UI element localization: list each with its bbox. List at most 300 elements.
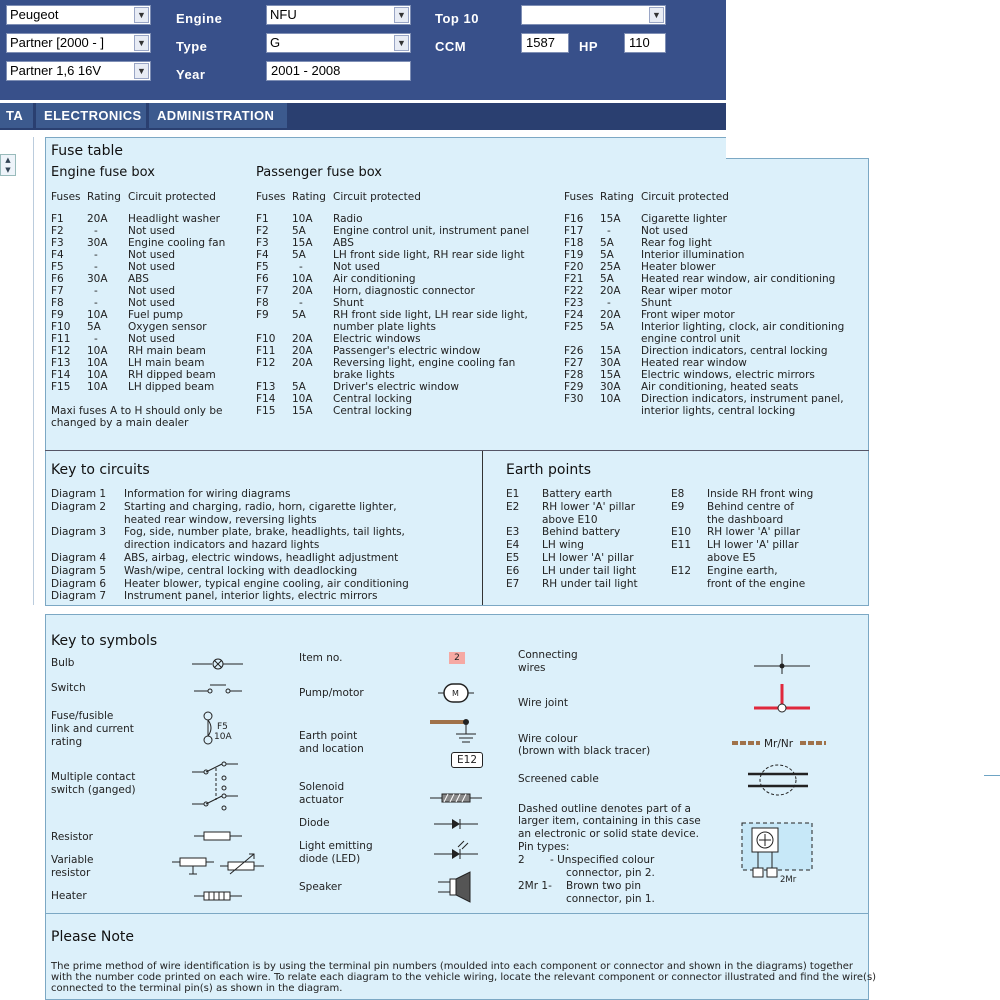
engine-fuse-box-title: Engine fuse box	[51, 165, 155, 180]
fuse-rating: 10A	[87, 369, 108, 381]
fuse-circuit: Central locking	[333, 405, 413, 417]
switch-label: Switch	[51, 682, 86, 694]
fuse-circuit: Driver's electric window	[333, 381, 459, 393]
fuse-circuit: Front wiper motor	[641, 309, 735, 321]
fuse-number: F17	[564, 225, 584, 237]
fuse-circuit: ABS	[333, 237, 354, 249]
wire-colour-label-2: (brown with black tracer)	[518, 745, 651, 757]
pin-b-desc: Brown two pin	[566, 880, 641, 892]
pin-b-desc2: connector, pin 1.	[566, 893, 655, 905]
fuse-table-title: Fuse table	[51, 143, 123, 159]
switch-icon	[192, 680, 244, 698]
fuse-rating: 15A	[600, 213, 621, 225]
fuse-number: F24	[564, 309, 584, 321]
fuse-number: F6	[51, 273, 64, 285]
fuse-circuit: Cigarette lighter	[641, 213, 727, 225]
pin-label: 2Mr	[780, 875, 797, 885]
fuse-circuit: RH front side light, LH rear side light,	[333, 309, 528, 321]
earth-location: LH wing	[542, 539, 584, 552]
fuse-rating: -	[607, 225, 611, 237]
fuse-circuit: RH main beam	[128, 345, 206, 357]
fuse-circuit: Shunt	[333, 297, 364, 309]
fuse-code: F5	[217, 722, 228, 732]
fuse-circuit: Electric windows, electric mirrors	[641, 369, 815, 381]
fuse-number: F27	[564, 357, 584, 369]
fuse-circuit: ABS	[128, 273, 149, 285]
col-circuit: Circuit protected	[641, 191, 729, 203]
col-rating: Rating	[87, 191, 121, 203]
fuse-number: F14	[51, 369, 71, 381]
fuse-circuit: Interior lighting, clock, air conditioning	[641, 321, 845, 333]
fuse-number: F13	[256, 381, 276, 393]
fuse-rating: 10A	[292, 393, 313, 405]
multi-label-2: switch (ganged)	[51, 784, 136, 796]
engine-label: Engine	[176, 11, 223, 26]
fuse-number: F3	[256, 237, 269, 249]
note-title: Please Note	[51, 929, 135, 945]
item-no-badge: 2	[449, 652, 465, 664]
engine-select[interactable]	[266, 5, 411, 25]
earth-location: Behind centre of	[707, 500, 794, 513]
heater-icon	[192, 888, 244, 904]
screened-label: Screened cable	[518, 773, 599, 785]
col-rating: Rating	[600, 191, 634, 203]
solenoid-label-2: actuator	[299, 794, 344, 806]
fuse-circuit: Engine control unit, instrument panel	[333, 225, 530, 237]
fuse-rating: -	[94, 333, 98, 345]
conn-label-2: wires	[518, 662, 546, 674]
circuit-description: ABS, airbag, electric windows, headlight adjustment	[124, 552, 399, 564]
circuit-diagram: Diagram 4	[51, 552, 107, 564]
fuse-rating: 10A	[87, 309, 108, 321]
fuse-rating: 5A	[600, 273, 614, 285]
fuse-number: F10	[256, 333, 276, 345]
fuse-number: F16	[564, 213, 584, 225]
led-label-1: Light emitting	[299, 840, 373, 852]
fuse-number: F28	[564, 369, 584, 381]
fuse-circuit: Not used	[128, 225, 175, 237]
earth-location: LH under tail light	[542, 564, 637, 577]
earth-code: E6	[506, 564, 520, 577]
fuse-number: F11	[256, 345, 276, 357]
top10-label: Top 10	[435, 11, 479, 26]
fuse-number: F2	[256, 225, 269, 237]
circuit-description: Information for wiring diagrams	[124, 488, 291, 500]
fuse-rating: 20A	[600, 285, 621, 297]
fuse-rating: 20A	[600, 309, 621, 321]
fuse-number: F1	[256, 213, 269, 225]
circuit-diagram: Diagram 6	[51, 577, 107, 590]
scroll-marker	[984, 775, 1000, 776]
pump-label: Pump/motor	[299, 687, 364, 699]
tab-administration[interactable]: ADMINISTRATION	[149, 103, 287, 128]
circuit-description: Fog, side, number plate, brake, headlights, tail lights,	[124, 526, 405, 539]
fuse-rating: 5A	[600, 237, 614, 249]
fuse-rating: 10A	[292, 273, 313, 285]
earth-location: RH lower 'A' pillar	[707, 526, 801, 539]
note-line2: with the number code printed on each wire. To relate each diagram to the vehicle wiring, locate the relevant component or connector illustrated and find the wire(s)	[51, 972, 877, 983]
led-icon	[432, 838, 480, 862]
col-fuses: Fuses	[51, 191, 81, 203]
fuse-circuit: Air conditioning, heated seats	[641, 381, 799, 393]
fuse-circuit: Air conditioning	[333, 273, 416, 285]
fuse-number: F8	[256, 297, 269, 309]
fuse-number: F15	[256, 405, 276, 417]
left-panel-edge	[0, 137, 34, 605]
fuse-rating: 20A	[292, 345, 313, 357]
variant-select[interactable]	[6, 61, 151, 81]
fuse-circuit: Horn, diagnostic connector	[333, 285, 475, 297]
fuse-circuit: Electric windows	[333, 333, 421, 345]
multi-label-1: Multiple contact	[51, 771, 136, 783]
earth-title: Earth points	[506, 462, 591, 478]
earth-location: RH lower 'A' pillar	[542, 500, 636, 513]
ccm-field[interactable]: 1587	[521, 33, 569, 53]
circuit-diagram: Diagram 1	[51, 488, 107, 500]
circuit-diagram: Diagram 2	[51, 500, 107, 513]
fuse-number: F12	[51, 345, 71, 357]
fuse-rating: 10A	[87, 381, 108, 393]
earth-code: E12	[671, 564, 691, 577]
fuse-number: F9	[256, 309, 269, 321]
connecting-wires-icon	[752, 652, 812, 676]
tab-data[interactable]: TA	[0, 103, 33, 128]
fuse-label-2: link and current	[51, 723, 134, 735]
fuse-circuit: Not used	[128, 261, 175, 273]
item-no-label: Item no.	[299, 652, 343, 664]
earth-code: E10	[671, 526, 691, 539]
col-circuit: Circuit protected	[128, 191, 216, 203]
earth-location: Engine earth,	[707, 564, 778, 577]
earth-code: E7	[506, 577, 520, 590]
speaker-label: Speaker	[299, 881, 342, 893]
fuse-circuit: Shunt	[641, 297, 672, 309]
panel-separator	[45, 450, 869, 451]
fuse-rating: 10A	[600, 393, 621, 405]
symbols-title: Key to symbols	[51, 633, 158, 649]
earth-label-1: Earth point	[299, 730, 358, 742]
fuse-number: F10	[51, 321, 71, 333]
fuse-circuit: Engine cooling fan	[128, 237, 226, 249]
fuse-rating: 15A	[600, 369, 621, 381]
bulb-label: Bulb	[51, 657, 75, 669]
dashed-line2: larger item, containing in this case	[518, 815, 701, 827]
earth-code: E8	[671, 488, 685, 500]
dashed-line3: an electronic or solid state device.	[518, 828, 699, 840]
panel-corner-mask	[726, 128, 876, 158]
circuit-diagram: Diagram 3	[51, 526, 107, 539]
circuit-description: Starting and charging, radio, horn, cigarette lighter,	[124, 500, 397, 513]
col-rating: Rating	[292, 191, 326, 203]
fuse-rating: 10A	[292, 213, 313, 225]
fuse-circuit: Not used	[128, 249, 175, 261]
fuse-rating: 15A	[600, 345, 621, 357]
pin-a-code: 2	[518, 854, 525, 866]
fuse-circuit: Not used	[333, 261, 380, 273]
fuse-rating: 5A	[600, 249, 614, 261]
model-select[interactable]	[6, 33, 151, 53]
fuse-circuit: LH main beam	[128, 357, 205, 369]
fuse-rating: 30A	[600, 381, 621, 393]
engine-value: NFU	[270, 7, 297, 22]
fuse-circuit: LH dipped beam	[128, 381, 215, 393]
circuit-description: Heater blower, typical engine cooling, air conditioning	[124, 577, 409, 590]
fuse-number: F25	[564, 321, 584, 333]
year-field[interactable]: 2001 - 2008	[266, 61, 411, 81]
chevron-down-icon[interactable]: ▼	[394, 7, 409, 23]
fuse-rating: 20A	[292, 333, 313, 345]
fuse-circuit: Direction indicators, central locking	[641, 345, 828, 357]
fuse-rating: 5A	[292, 381, 306, 393]
fuse-rating: -	[94, 297, 98, 309]
fuse-number: F18	[564, 237, 584, 249]
col-circuit: Circuit protected	[333, 191, 421, 203]
note-line3: connected to the terminal pin(s) as shown in the diagram.	[51, 983, 343, 994]
note-line1: The prime method of wire identification is by using the terminal pin numbers (moulded into each component or connector and shown in the diagrams) together	[51, 961, 853, 972]
diode-icon	[432, 816, 480, 832]
earth-location: LH lower 'A' pillar	[542, 552, 634, 564]
earth-location: LH lower 'A' pillar	[707, 539, 799, 552]
dashed-line1: Dashed outline denotes part of a	[518, 803, 691, 815]
fuse-rating: 10A	[87, 345, 108, 357]
fuse-number: F5	[51, 261, 64, 273]
earth-location: RH under tail light	[542, 577, 638, 590]
fuse-number: F26	[564, 345, 584, 357]
fuse-number: F4	[51, 249, 64, 261]
hp-label: HP	[579, 39, 599, 54]
bulb-icon	[190, 654, 246, 674]
fuse-circuit: Not used	[641, 225, 688, 237]
diode-label: Diode	[299, 817, 330, 829]
solenoid-label-1: Solenoid	[299, 781, 345, 793]
fuse-circuit: Central locking	[333, 393, 413, 405]
circuit-description: Instrument panel, interior lights, electric mirrors	[124, 590, 378, 603]
circuits-title: Key to circuits	[51, 462, 150, 478]
fuse-circuit: Rear fog light	[641, 237, 712, 249]
fuse-rating: -	[607, 297, 611, 309]
fuse-rating: 5A	[600, 321, 614, 333]
fuse-number: F1	[51, 213, 64, 225]
fuse-circuit: Heated rear window, air conditioning	[641, 273, 836, 285]
chevron-down-icon[interactable]: ▼	[394, 35, 409, 51]
earth-code: E2	[506, 500, 520, 513]
ccm-label: CCM	[435, 39, 467, 54]
fuse-rating: 30A	[87, 273, 108, 285]
fuse-circuit: Heated rear window	[641, 357, 747, 369]
fuse-number: F5	[256, 261, 269, 273]
varres-label-1: Variable	[51, 854, 94, 866]
fuse-circuit: Interior illumination	[641, 249, 745, 261]
type-label: Type	[176, 39, 208, 54]
pin-a-desc2: connector, pin 2.	[566, 867, 655, 879]
earth-location: Behind battery	[542, 526, 621, 539]
fuse-circuit: LH front side light, RH rear side light	[333, 249, 525, 261]
col-fuses: Fuses	[256, 191, 286, 203]
circuit-diagram: Diagram 5	[51, 564, 107, 577]
earth-location: front of the engine	[707, 577, 806, 590]
fuse-number: F22	[564, 285, 584, 297]
fuse-circuit: number plate lights	[333, 321, 436, 333]
fuse-label-3: rating	[51, 736, 83, 748]
hp-field[interactable]: 110	[624, 33, 666, 53]
heater-label: Heater	[51, 890, 87, 902]
earth-location: Inside RH front wing	[707, 488, 814, 500]
fuse-number: F20	[564, 261, 584, 273]
circuit-description: Wash/wipe, central locking with deadlocking	[124, 564, 358, 577]
led-label-2: diode (LED)	[299, 853, 361, 865]
resistor-label: Resistor	[51, 831, 93, 843]
conn-label-1: Connecting	[518, 649, 578, 661]
screened-cable-icon	[746, 762, 810, 798]
pin-b-code: 2Mr 1-	[518, 880, 552, 892]
fuse-rating: -	[94, 261, 98, 273]
model-value: Partner [2000 - ]	[10, 35, 104, 50]
fuse-rating: 10A	[87, 357, 108, 369]
fuse-number: F15	[51, 381, 71, 393]
fuse-rating: 5A	[292, 249, 306, 261]
fuse-number: F6	[256, 273, 269, 285]
chevron-down-icon[interactable]: ▼	[134, 35, 149, 51]
earth-code: E3	[506, 526, 520, 539]
fuse-circuit: Heater blower	[641, 261, 716, 273]
fuse-circuit: Reversing light, engine cooling fan	[333, 357, 516, 369]
multi-switch-icon	[190, 758, 246, 814]
wire-joint-label: Wire joint	[518, 697, 568, 709]
fuse-rating: 10A	[214, 732, 232, 742]
fuse-rating: 30A	[600, 357, 621, 369]
fuse-circuit: Passenger's electric window	[333, 345, 481, 357]
fuse-circuit: Oxygen sensor	[128, 321, 207, 333]
fuse-number: F4	[256, 249, 269, 261]
fuse-circuit: Radio	[333, 213, 363, 225]
earth-point-icon	[428, 716, 484, 752]
panel-divider	[482, 451, 483, 605]
fuse-rating: -	[299, 297, 303, 309]
motor-letter: M	[452, 689, 459, 698]
fuse-rating: 15A	[292, 405, 313, 417]
tab-divider	[0, 128, 726, 130]
fuse-number: F29	[564, 381, 584, 393]
wire-joint-icon	[752, 682, 812, 716]
chevron-down-icon[interactable]: ▼	[134, 63, 149, 79]
chevron-down-icon[interactable]: ▼	[134, 7, 149, 23]
earth-location: the dashboard	[707, 513, 784, 526]
electronic-device-icon	[738, 820, 818, 888]
chevron-down-icon[interactable]: ▼	[649, 7, 664, 23]
fuse-number: F7	[256, 285, 269, 297]
top10-select[interactable]	[521, 5, 666, 25]
fuse-number: F14	[256, 393, 276, 405]
pin-types-label: Pin types:	[518, 841, 570, 853]
circuit-description: direction indicators and hazard lights	[124, 539, 320, 552]
fuse-rating: 20A	[87, 213, 108, 225]
fuse-rating: -	[299, 261, 303, 273]
wire-colour-label-1: Wire colour	[518, 733, 578, 745]
fuse-number: F9	[51, 309, 64, 321]
earth-location: Battery earth	[542, 488, 613, 500]
maxi-note-line2: changed by a main dealer	[51, 417, 189, 429]
fuse-rating: 5A	[87, 321, 101, 333]
fuse-rating: 30A	[87, 237, 108, 249]
fuse-circuit: Direction indicators, instrument panel,	[641, 393, 844, 405]
fuse-number: F21	[564, 273, 584, 285]
make-value: Peugeot	[10, 7, 59, 22]
earth-label-2: and location	[299, 743, 364, 755]
pin-a-desc: - Unspecified colour	[550, 854, 655, 866]
fuse-number: F11	[51, 333, 71, 345]
year-label: Year	[176, 67, 206, 82]
fuse-rating: -	[94, 249, 98, 261]
fuse-circuit: engine control unit	[641, 333, 741, 345]
fuse-circuit: Not used	[128, 297, 175, 309]
fuse-rating: 20A	[292, 285, 313, 297]
fuse-circuit: Not used	[128, 285, 175, 297]
type-select[interactable]	[266, 33, 411, 53]
type-value: G	[270, 35, 281, 50]
spinner-control[interactable]: ▲ ▼	[0, 154, 16, 176]
fuse-rating: 5A	[292, 309, 306, 321]
wire-colour-code: Mr/Nr	[764, 738, 794, 750]
resistor-icon	[192, 828, 244, 844]
earth-location: above E10	[542, 513, 598, 526]
speaker-icon	[436, 870, 480, 904]
varres-label-2: resistor	[51, 867, 91, 879]
fuse-number: F30	[564, 393, 584, 405]
variant-value: Partner 1,6 16V	[10, 63, 102, 78]
fuse-circuit: brake lights	[333, 369, 395, 381]
fuse-label-1: Fuse/fusible	[51, 710, 114, 722]
earth-code: E4	[506, 539, 520, 552]
fuse-number: F8	[51, 297, 64, 309]
solenoid-icon	[428, 790, 484, 806]
fuse-circuit: Fuel pump	[128, 309, 184, 321]
passenger-fuse-box-title: Passenger fuse box	[256, 165, 382, 180]
fuse-circuit: Headlight washer	[128, 213, 220, 225]
earth-code-box: E12	[451, 752, 483, 768]
tab-electronics[interactable]: ELECTRONICS	[36, 103, 146, 128]
fuse-rating: 20A	[292, 357, 313, 369]
circuit-diagram: Diagram 7	[51, 590, 107, 603]
fuse-number: F23	[564, 297, 584, 309]
earth-code: E9	[671, 500, 685, 513]
earth-code: E5	[506, 552, 520, 564]
fuse-circuit: RH dipped beam	[128, 369, 216, 381]
circuit-description: heated rear window, reversing lights	[124, 513, 317, 526]
maxi-note-line1: Maxi fuses A to H should only be	[51, 405, 223, 417]
fuse-rating: -	[94, 225, 98, 237]
fuse-number: F12	[256, 357, 276, 369]
earth-code: E1	[506, 488, 520, 500]
fuse-circuit: Not used	[128, 333, 175, 345]
variable-resistor-icon	[170, 850, 266, 878]
fuse-number: F7	[51, 285, 64, 297]
panel-top-edge	[726, 158, 869, 159]
fuse-rating: -	[94, 285, 98, 297]
make-select[interactable]	[6, 5, 151, 25]
earth-location: above E5	[707, 552, 756, 564]
earth-code: E11	[671, 539, 691, 552]
fuse-rating: 25A	[600, 261, 621, 273]
fuse-number: F2	[51, 225, 64, 237]
fuse-number: F3	[51, 237, 64, 249]
fuse-rating: 15A	[292, 237, 313, 249]
fuse-number: F19	[564, 249, 584, 261]
fuse-circuit: interior lights, central locking	[641, 405, 796, 417]
col-fuses: Fuses	[564, 191, 594, 203]
fuse-circuit: Rear wiper motor	[641, 285, 733, 297]
fuse-number: F13	[51, 357, 71, 369]
fuse-rating: 5A	[292, 225, 306, 237]
